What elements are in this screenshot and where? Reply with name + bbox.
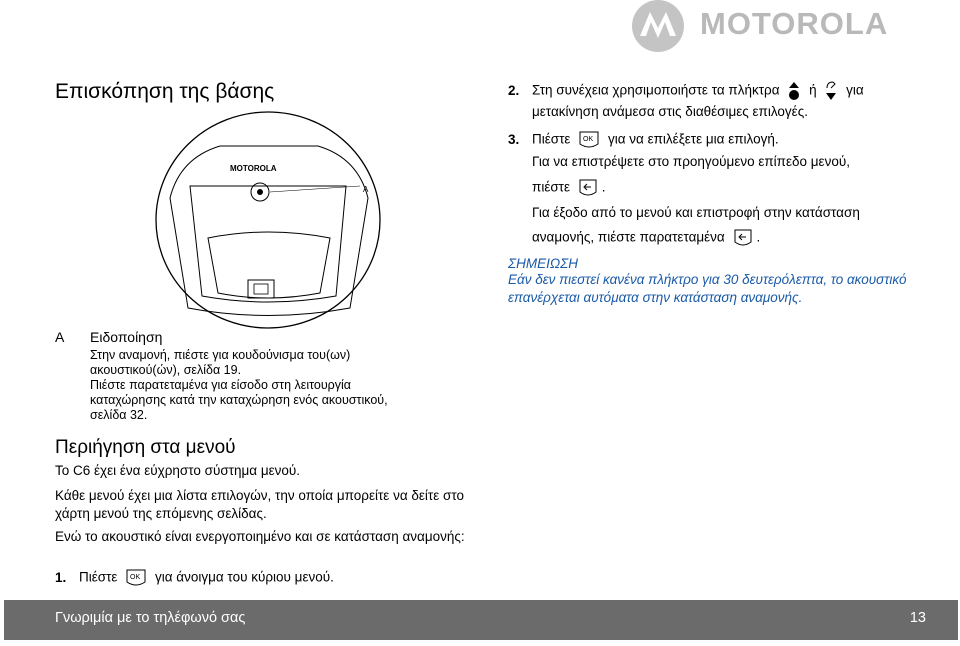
legend-line: Πιέστε παρατεταμένα για είσοδο στη λειτουργία xyxy=(90,378,352,392)
legend-title: Ειδοποίηση xyxy=(90,329,163,345)
menu-paragraph-3: Ενώ το ακουστικό είναι ενεργοποιημένο και σε κατάσταση αναμονής: xyxy=(55,529,465,544)
step-number: 1. xyxy=(55,569,67,585)
down-arrow-key-icon xyxy=(824,80,838,102)
legend-line: σελίδα 32. xyxy=(90,408,148,422)
page-number: 13 xyxy=(909,610,926,626)
exit-instruction-line-1: Για έξοδο από το μενού και επιστροφή στην κατάσταση xyxy=(532,205,860,220)
step-number: 3. xyxy=(508,131,520,147)
page-footer xyxy=(4,600,958,640)
step-2-line-2: μετακίνηση ανάμεσα στις διαθέσιμες επιλογές. xyxy=(532,104,808,119)
step-1: 1. Πιέστε OK για άνοιγμα του κύριου μενού. xyxy=(55,568,334,588)
svg-text:OK: OK xyxy=(130,574,141,581)
legend-line: Στην αναμονή, πιέστε για κουδούνισμα του(ων) xyxy=(90,348,351,362)
figure-brand-label: MOTOROLA xyxy=(230,164,277,173)
footer-title: Γνωριμία με το τηλέφωνό σας xyxy=(55,610,246,626)
exit-instruction-line-2: αναμονής, πιέστε παρατεταμένα . xyxy=(532,228,952,248)
menu-paragraph-1: Το C6 έχει ένα εύχρηστο σύστημα μενού. xyxy=(55,463,301,478)
ok-key-icon xyxy=(578,130,600,150)
svg-text:OK: OK xyxy=(583,136,594,143)
page-title: Επισκόπηση της βάσης xyxy=(55,80,275,103)
base-unit-illustration xyxy=(150,108,390,330)
legend-letter: A xyxy=(55,329,65,345)
brand-wordmark: MOTOROLA xyxy=(700,6,889,41)
back-instruction-line-1: Για να επιστρέψετε στο προηγούμενο επίπεδο μενού, xyxy=(532,154,850,169)
section-title: Περιήγηση στα μενού xyxy=(55,437,236,458)
note-body: Εάν δεν πιεστεί κανένα πλήκτρο για 30 δευτερόλεπτα, το ακουστικό επανέρχεται αυτόματα στην κατάσταση αναμονής. xyxy=(508,272,907,305)
legend-body xyxy=(90,348,470,423)
step-2: 2. Στη συνέχεια χρησιμοποιήστε τα πλήκτρα ή για xyxy=(508,80,928,102)
back-key-icon xyxy=(578,178,598,198)
back-key-icon xyxy=(733,228,753,248)
step-3: 3. Πιέστε OK για να επιλέξετε μια επιλογή. xyxy=(508,130,928,150)
back-instruction-line-2: πιέστε . xyxy=(532,178,952,198)
note-title: ΣΗΜΕΙΩΣΗ xyxy=(508,256,578,271)
legend-line: ακουστικού(ών), σελίδα 19. xyxy=(90,363,242,377)
step-number: 2. xyxy=(508,82,520,98)
ok-key-icon xyxy=(125,568,147,588)
menu-paragraph-2: Κάθε μενού έχει μια λίστα επιλογών, την οποία μπορείτε να δείτε στο χάρτη μενού της επόμενης σελίδας. xyxy=(55,488,464,521)
figure-callout-a: A xyxy=(363,185,369,194)
legend-line: καταχώρησης κατά την καταχώρηση ενός ακουστικού, xyxy=(90,393,388,407)
up-arrow-key-icon xyxy=(787,81,801,101)
